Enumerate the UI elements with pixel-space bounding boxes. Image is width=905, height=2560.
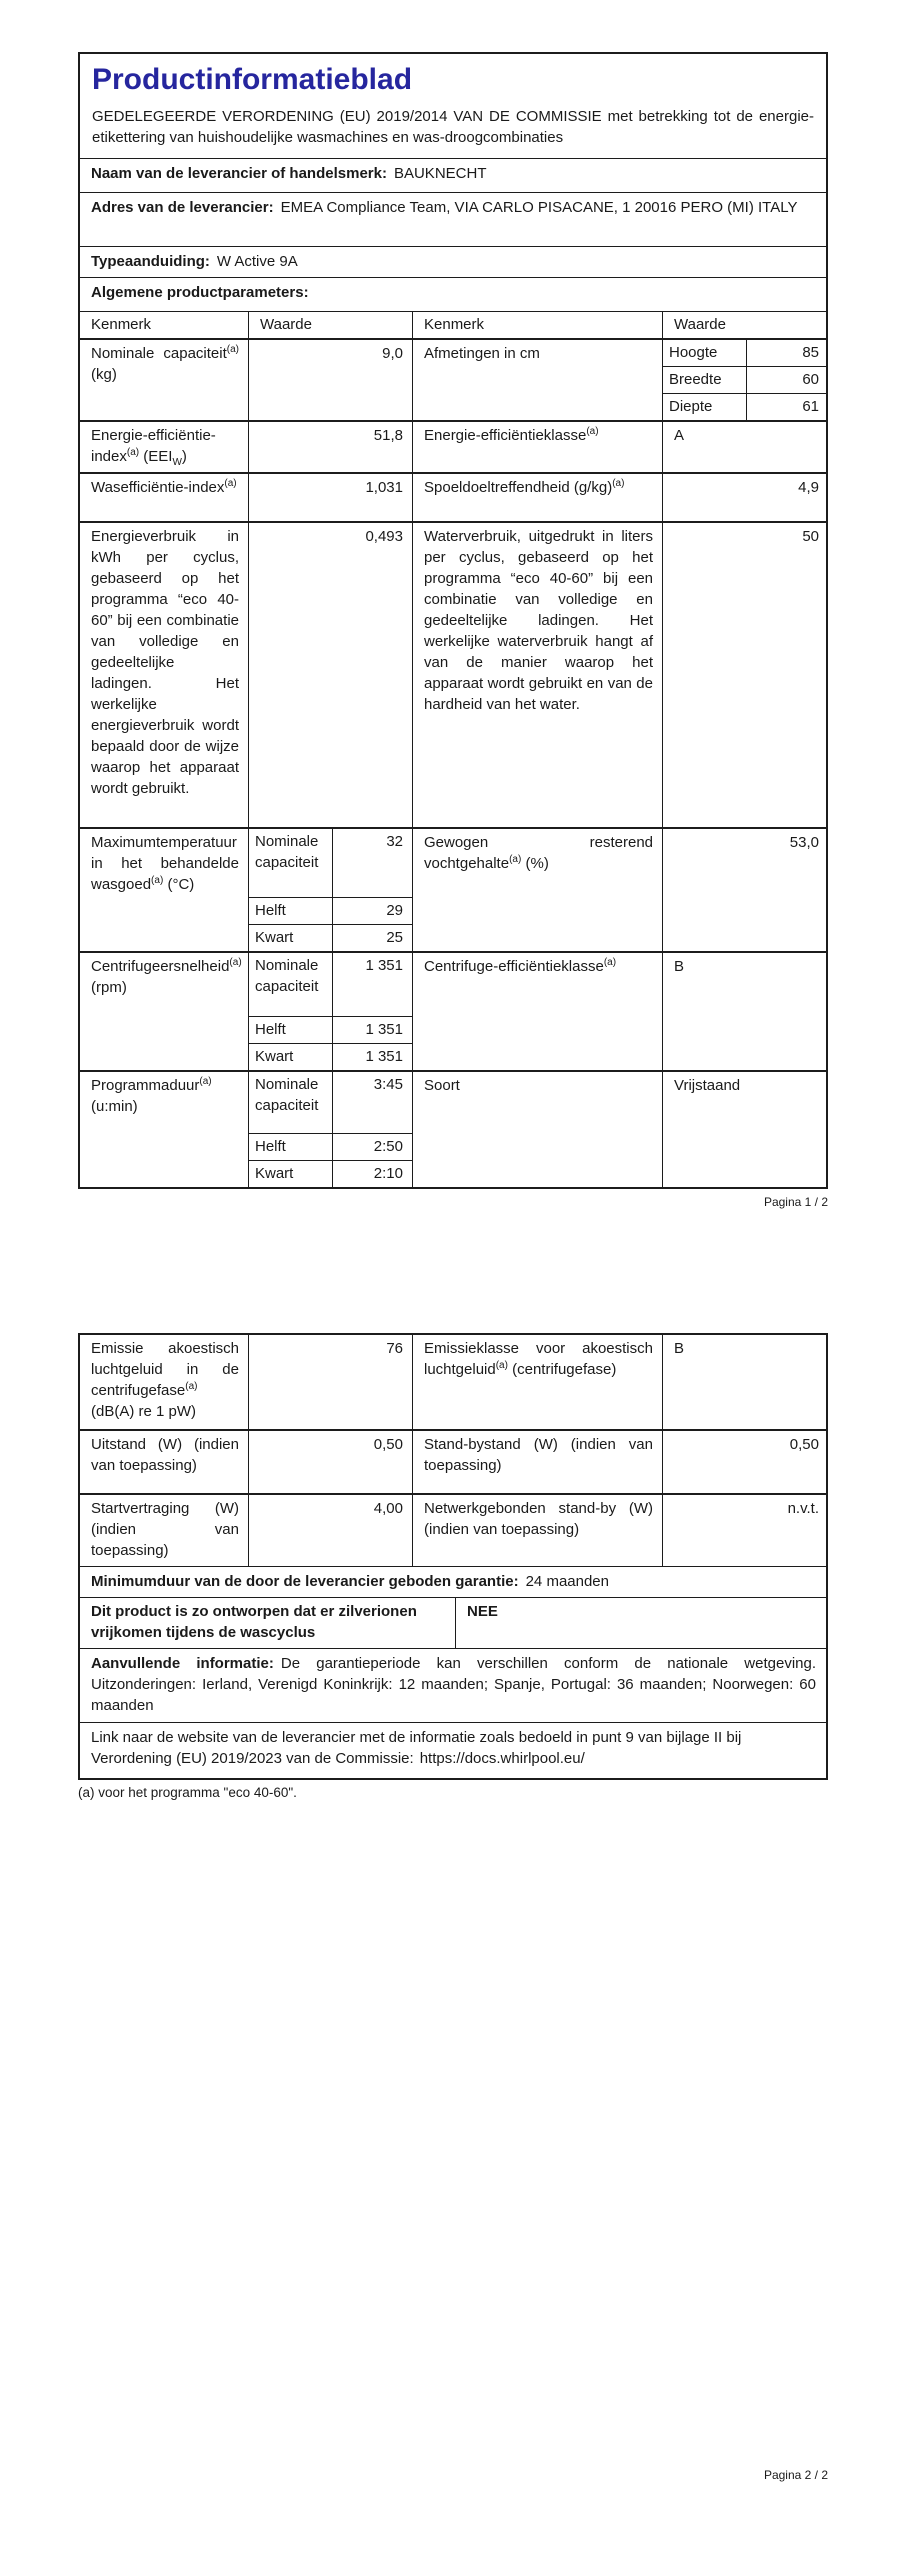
type-row (80, 246, 826, 277)
afmetingen-breedte-row (663, 366, 828, 393)
programmaduur-subtable (248, 1072, 412, 1187)
maxtemp-nominale-row (249, 829, 412, 897)
duration-nominale-value: 3:45 (373, 1076, 403, 1093)
silver-ions-label: Dit product is zo ontworpen dat er zilverionen vrijkomen tijdens de wascyclus (91, 1603, 417, 1641)
maxtemp-nominale-label: Nominale capaciteit (249, 829, 333, 897)
maxtemp-helft-row (249, 897, 412, 924)
centrifugeersnelheid-label: Centrifugeersnelheid$^{(a)}$ (rpm) (91, 957, 242, 996)
eei-value: 51,8 (248, 422, 412, 472)
column-header-waarde-2: Waarde (662, 312, 828, 338)
hoogte-value: 85 (802, 344, 819, 361)
energieverbruik-value: 0,493 (248, 523, 412, 827)
startvertraging-value: 4,00 (248, 1495, 412, 1566)
maxtemp-helft-value: 29 (386, 902, 403, 919)
supplier-label: Naam van de leverancier of handelsmerk: (91, 165, 387, 182)
wasefficientie-value: 1,031 (248, 474, 412, 521)
emissieklasse-label: Emissieklasse voor akoestisch luchtgeluid$^{(a)}$ (centrifugefase) (412, 1335, 662, 1429)
eei-label: Energie-efficiëntie-index$^{(a)}$ $(EEI_W)$ (91, 427, 216, 468)
silver-ions-value: NEE (455, 1598, 826, 1648)
emissie-label: Emissie akoestisch luchtgeluid in de centrifugefase$^{(a)}$ (dB(A) re 1 pW) (91, 1340, 239, 1420)
supplier-value: BAUKNECHT (393, 165, 487, 182)
duration-nominale-row (249, 1072, 412, 1133)
vochtgehalte-value: 53,0 (662, 829, 828, 951)
address-row (80, 192, 826, 246)
hoogte-label: Hoogte (663, 340, 747, 366)
duration-nominale-label: Nominale capaciteit (249, 1072, 333, 1133)
maxtemp-nominale-value: 32 (386, 833, 403, 850)
soort-value: Vrijstaand (662, 1072, 828, 1187)
row-startvertraging (80, 1493, 826, 1566)
supplier-link-label: Link naar de website van de leverancier met de informatie zoals bedoeld in punt 9 van bijlage II bij Verordening (EU) 2019/2023 van de Commissie: (91, 1729, 742, 1767)
duration-kwart-label: Kwart (249, 1161, 333, 1187)
warranty-value: 24 maanden (525, 1573, 609, 1590)
energie-efficientieklasse-value: A (662, 422, 828, 472)
footnote-a: (a) voor het programma "eco 40-60". (78, 1785, 297, 1800)
product-fiche-table-page1 (78, 52, 828, 1189)
row-energieverbruik (80, 521, 826, 827)
row-programmaduur (80, 1070, 826, 1187)
afmetingen-hoogte-row (663, 340, 828, 366)
supplier-website-link[interactable]: https://docs.whirlpool.eu/ (419, 1750, 585, 1767)
centrifuge-klasse-label: Centrifuge-efficiëntieklasse$^{(a)}$ (412, 953, 662, 1070)
spin-kwart-label: Kwart (249, 1044, 333, 1070)
afmetingen-label: Afmetingen in cm (412, 340, 662, 420)
emissie-value: 76 (248, 1335, 412, 1429)
additional-info-row (80, 1648, 826, 1722)
column-header-kenmerk-1: Kenmerk (91, 316, 152, 333)
column-header-waarde-1: Waarde (248, 312, 412, 338)
product-fiche-table-page2 (78, 1333, 828, 1780)
startvertraging-label: Startvertraging (W) (indien van toepassing) (91, 1500, 239, 1559)
standby-value: 0,50 (662, 1431, 828, 1493)
spin-helft-value: 1 351 (365, 1021, 403, 1038)
breedte-label: Breedte (663, 367, 747, 393)
standby-label: Stand-bystand (W) (indien van toepassing) (412, 1431, 662, 1493)
row-energie-efficientie-index (80, 420, 826, 472)
spoeldoeltreffendheid-label: Spoeldoeltreffendheid $(g/kg)^{(a)}$ (412, 474, 662, 521)
waterverbruik-label: Waterverbruik, uitgedrukt in liters per cyclus, gebaseerd op het programma “eco 40-60” bij een combinatie van volledige en gedeeltelijke ladingen. Het werkelijke waterverbruik hangt af van de manier waarop het apparaat wordt gebruikt en van de hardheid van het water. (412, 523, 662, 827)
row-wasefficientie-index (80, 472, 826, 521)
afmetingen-subtable (662, 340, 828, 420)
soort-label: Soort (412, 1072, 662, 1187)
maximumtemperatuur-label: Maximumtemperatuur in het behandelde wasgoed$^{(a)}$ (°C) (91, 834, 239, 893)
spoeldoeltreffendheid-value: 4,9 (662, 474, 828, 521)
duration-helft-value: 2:50 (373, 1138, 403, 1155)
vochtgehalte-label: Gewogen resterend vochtgehalte$^{(a)}$ (%) (412, 829, 662, 951)
column-header-kenmerk-2: Kenmerk (412, 312, 662, 338)
maxtemp-helft-label: Helft (249, 898, 333, 924)
wasefficientie-label: Wasefficiëntie-index$^{(a)}$ (91, 478, 237, 496)
spin-nominale-row (249, 953, 412, 1016)
duration-helft-label: Helft (249, 1134, 333, 1160)
spin-kwart-row (249, 1043, 412, 1070)
waterverbruik-value: 50 (662, 523, 828, 827)
nominale-capaciteit-value: 9,0 (248, 340, 412, 420)
address-value: EMEA Compliance Team, VIA CARLO PISACANE, 1 20016 PERO (MI) ITALY (280, 199, 798, 216)
spin-nominale-label: Nominale capaciteit (249, 953, 333, 1016)
additional-info-text: De garantieperiode kan verschillen conform de nationale wetgeving. Uitzonderingen: Ierland, Verenigd Koninkrijk: 12 maanden; Spanje, Portugal: 36 maanden; Noorwegen: 60 maanden (91, 1655, 817, 1714)
type-value: W Active 9A (216, 253, 298, 270)
diepte-label: Diepte (663, 394, 747, 420)
maxtemp-kwart-value: 25 (386, 929, 403, 946)
afmetingen-diepte-row (663, 393, 828, 420)
type-label: Typeaanduiding: (91, 253, 210, 270)
row-maximumtemperatuur (80, 827, 826, 951)
regulation-text: GEDELEGEERDE VERORDENING (EU) 2019/2014 VAN DE COMMISSIE met betrekking tot de energie-etikettering van huishoudelijke wasmachines en was-droogcombinaties (92, 108, 814, 146)
maxtemp-kwart-label: Kwart (249, 925, 333, 951)
warranty-label: Minimumduur van de door de leverancier geboden garantie: (91, 1573, 519, 1590)
centrifuge-klasse-value: B (662, 953, 828, 1070)
duration-kwart-row (249, 1160, 412, 1187)
netwerk-standby-label: Netwerkgebonden stand-by (W) (indien van toepassing) (412, 1495, 662, 1566)
uitstand-value: 0,50 (248, 1431, 412, 1493)
additional-info-label: Aanvullende informatie: (91, 1655, 274, 1672)
page-title: Productinformatieblad (92, 63, 413, 96)
duration-helft-row (249, 1133, 412, 1160)
title-block (80, 54, 826, 158)
silver-ions-row (80, 1597, 826, 1648)
warranty-row (80, 1566, 826, 1597)
maximumtemperatuur-subtable (248, 829, 412, 951)
programmaduur-label: Programmaduur$^{(a)}$ (u:min) (91, 1076, 212, 1115)
address-label: Adres van de leverancier: (91, 199, 274, 216)
column-header-row (80, 311, 826, 338)
energieverbruik-label: Energieverbruik in kWh per cyclus, gebaseerd op het programma “eco 40-60” bij een combinatie van volledige en gedeeltelijke ladingen. Het werkelijke energieverbruik wordt bepaald door de wijze waarop het apparaat wordt gebruikt. (91, 528, 239, 797)
spin-nominale-value: 1 351 (365, 957, 403, 974)
row-uitstand (80, 1429, 826, 1493)
page-number-1: Pagina 1 / 2 (763, 1195, 828, 1209)
maxtemp-kwart-row (249, 924, 412, 951)
emissieklasse-value: B (662, 1335, 828, 1429)
duration-kwart-value: 2:10 (373, 1165, 403, 1182)
nominale-capaciteit-label: Nominale capaciteit$^{(a)}$ (kg) (91, 344, 239, 383)
row-emissie-akoestisch (80, 1335, 826, 1429)
section-header-row (80, 277, 826, 311)
supplier-row (80, 158, 826, 192)
centrifugeersnelheid-subtable (248, 953, 412, 1070)
diepte-value: 61 (802, 398, 819, 415)
spin-kwart-value: 1 351 (365, 1048, 403, 1065)
page-number-2: Pagina 2 / 2 (763, 2468, 828, 2482)
energie-efficientieklasse-label: Energie-efficiëntieklasse$^{(a)}$ (412, 422, 662, 472)
section-header: Algemene productparameters: (91, 284, 309, 301)
breedte-value: 60 (802, 371, 819, 388)
row-centrifugeersnelheid (80, 951, 826, 1070)
spin-helft-label: Helft (249, 1017, 333, 1043)
row-nominale-capaciteit (80, 338, 826, 420)
netwerk-standby-value: n.v.t. (662, 1495, 828, 1566)
supplier-link-row (80, 1722, 826, 1778)
spin-helft-row (249, 1016, 412, 1043)
uitstand-label: Uitstand (W) (indien van toepassing) (91, 1436, 239, 1474)
